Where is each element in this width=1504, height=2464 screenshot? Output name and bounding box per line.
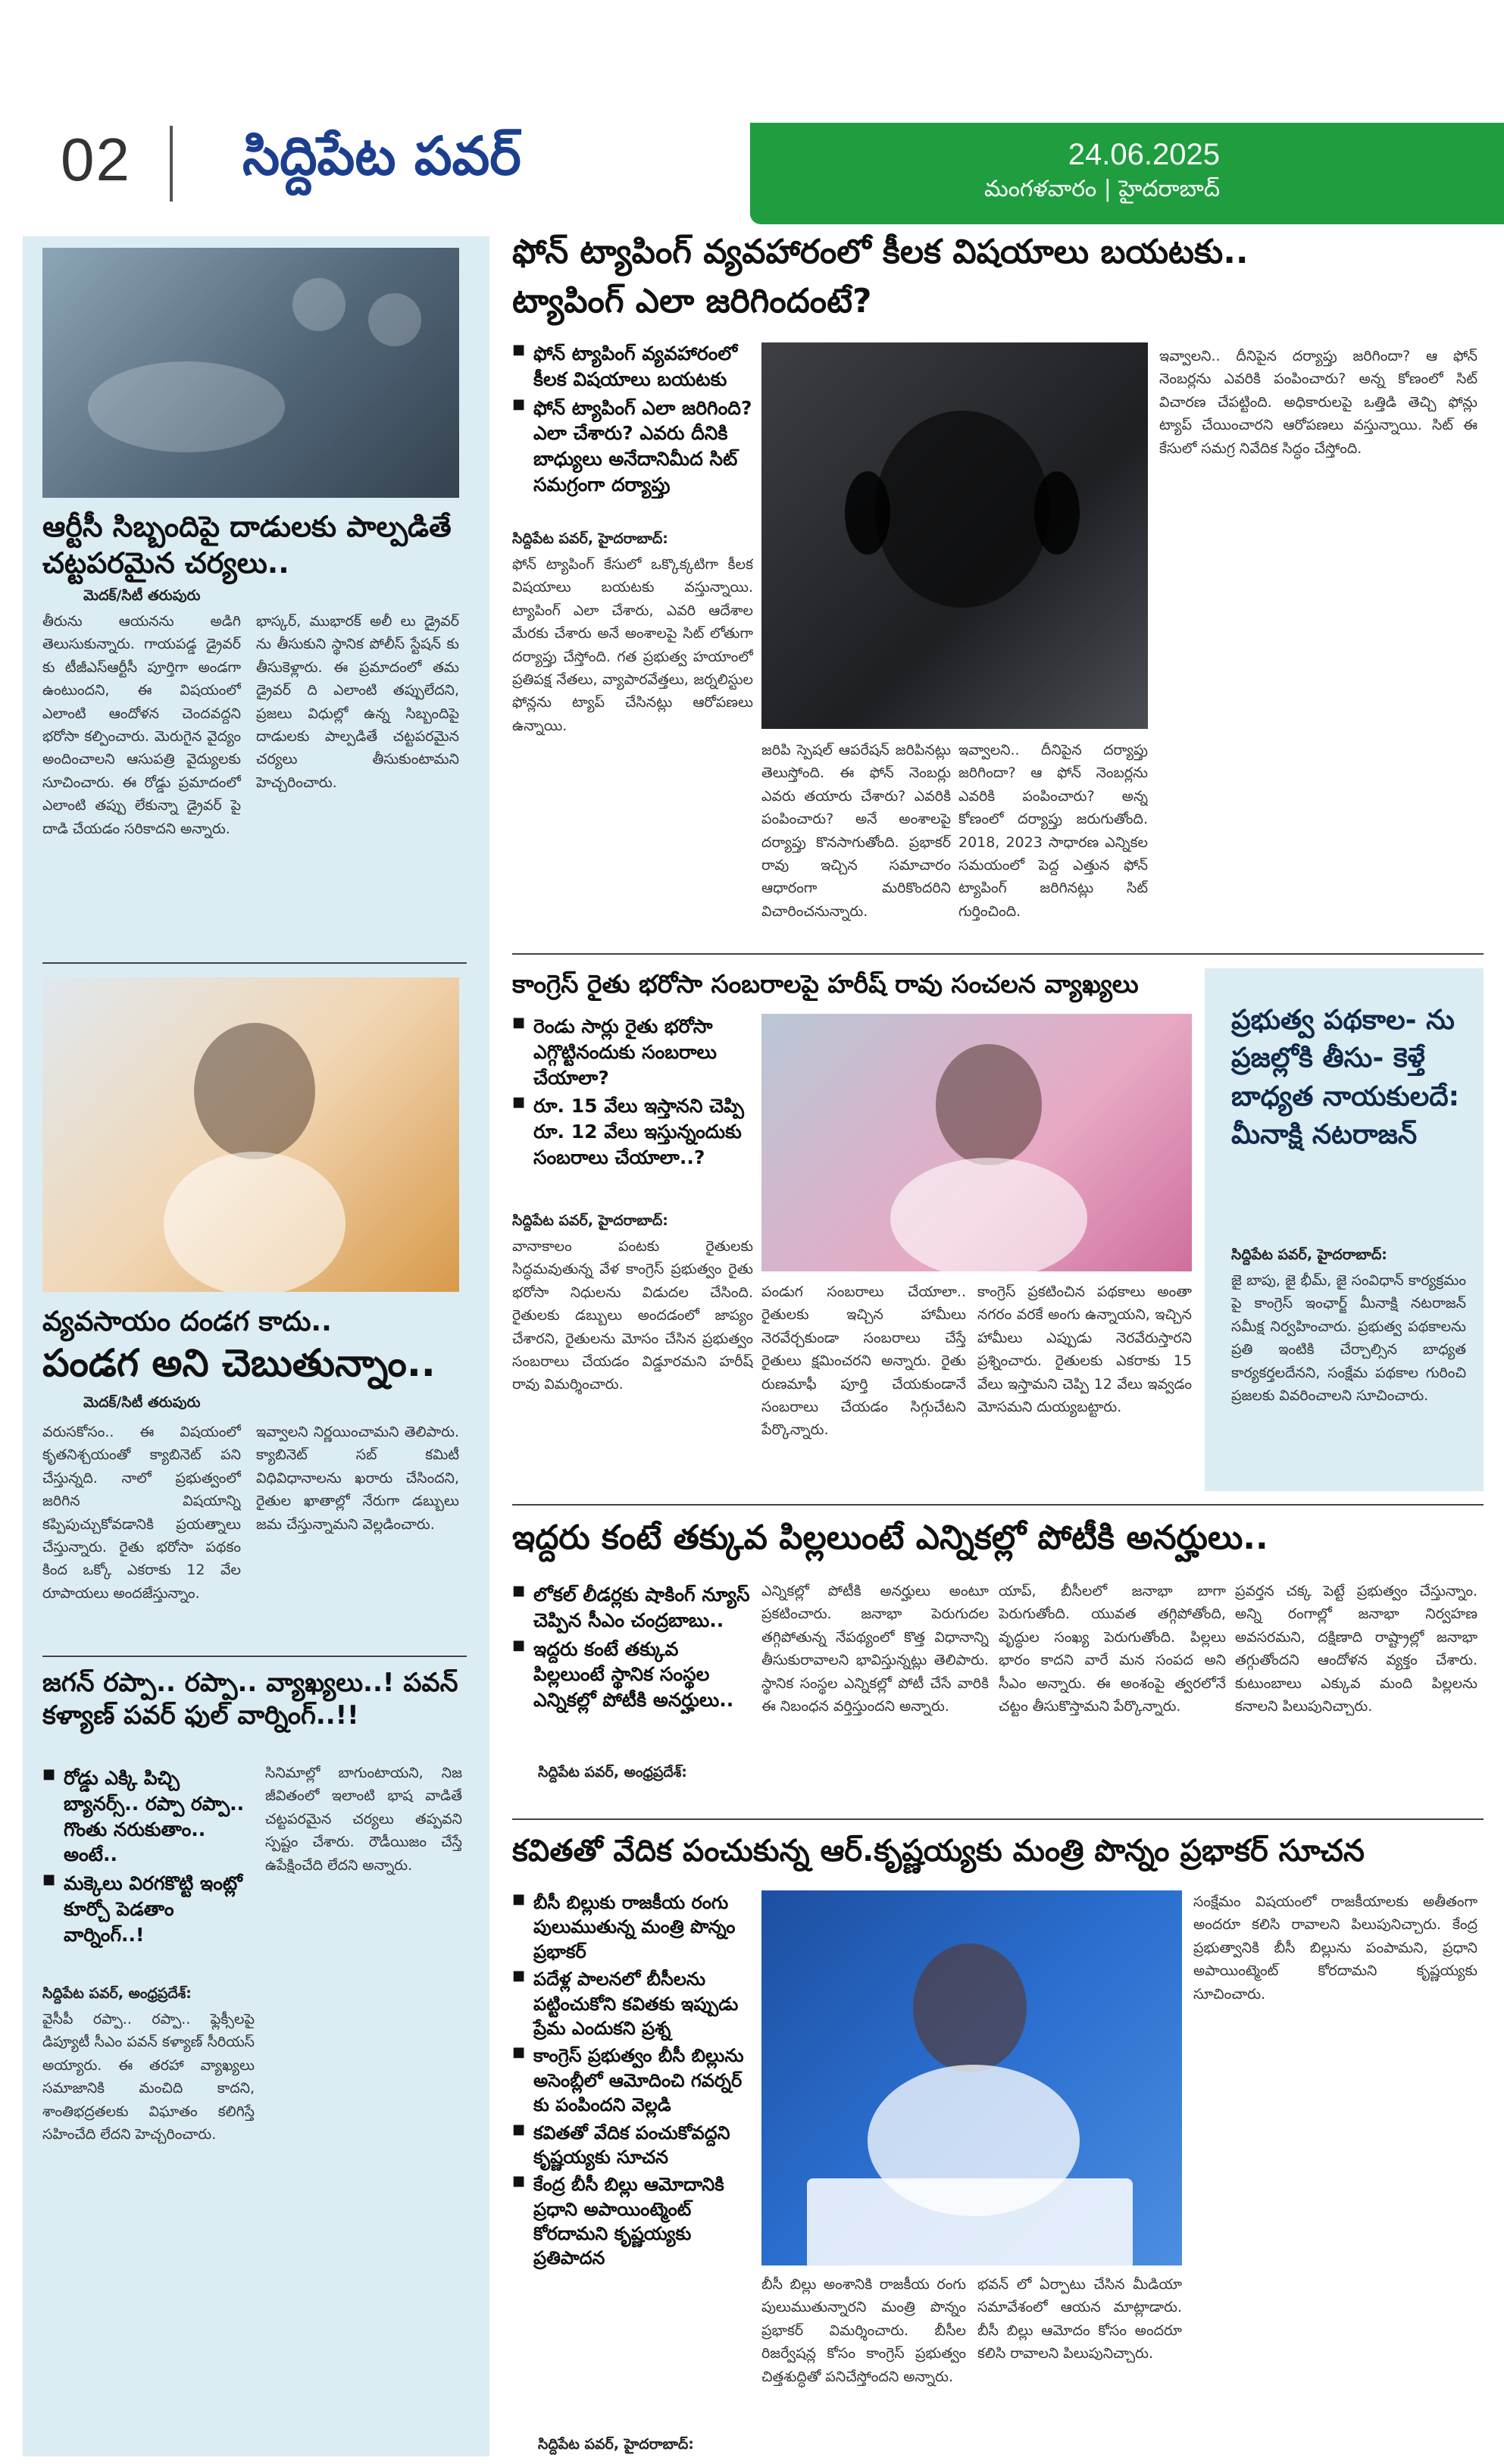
left-story1-headline: ఆర్టీసీ సిబ్బందిపై దాడులకు పాల్పడితే చట్టపరమైన చర్యలు.. bbox=[42, 510, 452, 580]
issue-date: 24.06.2025 bbox=[1068, 138, 1220, 171]
bullet-item: ■ లోకల్ లీడర్లకు షాకింగ్ న్యూస్ చెప్పిన సీఎం చంద్రబాబు.. bbox=[512, 1582, 753, 1634]
main-divider-2 bbox=[512, 1504, 1484, 1506]
main-story1-headline-line2: ట్యాపింగ్ ఎలా జరిగిందంటే? bbox=[512, 282, 872, 321]
main-story1-headline-line1: ఫోన్ ట్యాపింగ్ వ్యవహారంలో కీలక విషయాలు బయటకు.. bbox=[512, 233, 1249, 271]
main-story4-col1: బీసీ బిల్లు అంశానికి రాజకీయ రంగు పులుముతున్నారని మంత్రి పొన్నం ప్రభాకర్ విమర్శించారు. బీసీల రిజర్వేషన్ల కోసం కాంగ్రెస్ ప్రభుత్వం చిత్తశుద్ధితో పనిచేస్తోందని అన్నారు. bbox=[761, 2276, 966, 2385]
main-divider-3 bbox=[512, 1818, 1484, 1820]
left-divider-1 bbox=[42, 962, 467, 964]
left-story3-col2: సినిమాల్లో బాగుంటాయని, నిజ జీవితంలో ఇలాంటి భాష వాడితే చట్టపరమైన చర్యలు తప్పవని స్పష్టం చేశారు. రౌడీయిజం చేస్తే ఉపేక్షించేది లేదని అన్నారు. bbox=[265, 1765, 462, 1874]
left-divider-2 bbox=[42, 1656, 467, 1657]
main-story2-col2: పండుగ సంబరాలు చేయాలా.. రైతులకు ఇచ్చిన హామీలు నెరవేర్చకుండా సంబరాలు చేస్తే రైతులు క్షమించరని అన్నారు. రైతు రుణమాఫీ పూర్తి చేయకుండానే సంబరాలు చేయడం సిగ్గుచేటని పేర్కొన్నారు. bbox=[761, 1284, 966, 1439]
left-story3-headline: జగన్ రప్పా.. రప్పా.. వ్యాఖ్యలు..! పవన్ కళ్యాణ్ పవర్ ఫుల్ వార్నింగ్..!! bbox=[42, 1668, 458, 1731]
bullet-item: ■ రోడ్డు ఎక్కి పిచ్చి బ్యానర్స్.. రప్పా రప్పా.. గొంతు నరుకుతాం.. అంటే.. bbox=[42, 1765, 255, 1868]
main-story1-col2: జరిపి స్పెషల్ ఆపరేషన్ జరిపినట్లు తెలుస్తోంది. ఈ ఫోన్ నెంబర్లు ఎవరు తయారు చేశారు? ఎవరికి పంపించారు? అనే అంశాలపై దర్యాప్తు కొనసాగుతోంది. ప్రభాకర్ రావు ఇచ్చిన సమాచారం ఆధారంగా మరికొందరిని విచారించనున్నారు. bbox=[761, 742, 951, 920]
main-story2-col1: వానాకాలం పంటకు రైతులకు సిద్ధమవుతున్న వేళ కాంగ్రెస్ ప్రభుత్వం రైతు భరోసా నిధులను విడుదల చేసింది. రైతులకు డబ్బులు అందడంలో జాప్యం చేశారని, రైతులను మోసం చేసిన ప్రభుత్వం సంబరాలు చేయడం విడ్డూరమని హరీష్ రావు విమర్శించారు. bbox=[512, 1238, 753, 1393]
main-story1-bullets bbox=[512, 341, 762, 501]
left-story2-byline: మెదక్/సిటీ తరుపురు bbox=[83, 1394, 201, 1411]
issue-day-place: మంగళవారం | హైదరాబాద్ bbox=[983, 176, 1220, 202]
bullet-item: ■ ఫోన్ ట్యాపింగ్ ఎలా జరిగింది? ఎలా చేశారు? ఎవరు దీనికి బాధ్యులు అనేదానిమీద సిట్ సమగ్రంగా దర్యాప్తు bbox=[512, 396, 762, 498]
main-story3-col2: యాప్, బీసీలలో జనాభా బాగా పెరుగుతోంది. యువత తగ్గిపోతోంది, వృద్ధుల సంఖ్య పెరుగుతోంది. పిల్లలు భారం కాదని వారే మన సంపద అని సీఎం అన్నారు. ఈ అంశంపై త్వరలోనే చట్టం తీసుకొస్తామని పేర్కొన్నారు. bbox=[999, 1583, 1226, 1715]
minister-speaking-photo bbox=[42, 977, 459, 1292]
main-story4-bullets bbox=[512, 1890, 753, 2274]
main-story3-bullets bbox=[512, 1582, 753, 1716]
main-story4-col2: భవన్ లో ఏర్పాటు చేసిన మీడియా సమావేశంలో ఆయన మాట్లాడారు. బీసీ బిల్లు ఆమోదం కోసం అందరూ కలిసి రావాలని పిలుపునిచ్చారు. bbox=[977, 2276, 1182, 2362]
main-story3-byline: సిద్దిపేట పవర్, అంధ్రప్రదేశ్: bbox=[538, 1764, 687, 1781]
main-story3-col1: ఎన్నికల్లో పోటీకి అనర్హులు అంటూ ప్రకటించారు. జనాభా పెరుగుదల తగ్గిపోతున్న నేపథ్యంలో కొత్త విధానాన్ని తీసుకురావాలని భావిస్తున్నట్లు తెలిపారు. స్థానిక సంస్థల ఎన్నికల్లో పోటీ చేసే వారికి ఈ నిబంధన వర్తిస్తుందని అన్నారు. bbox=[761, 1583, 989, 1715]
left-story1-col2: భాస్కర్, ముభారక్ అలీ లు డ్రైవర్ ను తీసుకుని స్థానిక పోలీస్ స్టేషన్ కు తీసుకెళ్లారు. ఈ ప్రమాదంలో తమ డ్రైవర్ ది ఎలాంటి తప్పులేదని, ప్రజలు విధుల్లో ఉన్న సిబ్బందిపై దాడులకు పాల్పడితే చట్టపరమైన చర్యలు తీసుకుంటామని హెచ్చరించారు. bbox=[256, 613, 459, 791]
main-story2-headline: కాంగ్రెస్ రైతు భరోసా సంబరాలపై హరీష్ రావు సంచలన వ్యాఖ్యలు bbox=[512, 969, 1139, 999]
harish-rao-speaking-photo bbox=[761, 1014, 1192, 1271]
left-story3-col1: వైసీపీ రప్పా.. రప్పా.. ఫ్లెక్సీలపై డిప్యూటీ సీఎం పవన్ కళ్యాణ్ సీరియస్ అయ్యారు. ఈ తరహా వ్యాఖ్యలు సమాజానికి మంచిది కాదని, శాంతిభద్రతలకు విఘాతం కలిగిస్తే సహించేది లేదని హెచ్చరించారు. bbox=[42, 2011, 255, 2143]
main-story3-headline: ఇద్దరు కంటే తక్కువ పిల్లలుంటే ఎన్నికల్లో పోటీకి అనర్హులు.. bbox=[512, 1518, 1268, 1557]
box-byline: సిద్దిపేట పవర్, హైదరాబాద్: bbox=[1231, 1246, 1387, 1263]
bullet-item: ■ కేంద్ర బీసీ బిల్లు ఆమోదానికి ప్రధాని అపాయింట్మెంట్ కోరదామని కృష్ణయ్యకు ప్రతిపాదన bbox=[512, 2172, 753, 2271]
bullet-item: ■ రెండు సార్లు రైతు భరోసా ఎగ్గొట్టినందుకు సంబరాలు చేయాలా? bbox=[512, 1014, 753, 1090]
bullet-item: ■ పదేళ్ల పాలనలో బీసీలను పట్టించుకోని కవితకు ఇప్పుడు ప్రేమ ఎందుకని ప్రశ్న bbox=[512, 1967, 753, 2040]
left-story2-col1: వరుసకోసం.. ఈ విషయంలో కృతనిశ్చయంతో క్యాబినెట్ పని చేస్తున్నది. నాలో ప్రభుత్వంలో జరిగిన విషయాన్ని కప్పిపుచ్చుకోవడానికి ప్రయత్నాలు చేస్తున్నారు. రైతు భరోసా పథకం కింద ఒక్కో ఎకరాకు 12 వేల రూపాయలు అందజేస్తున్నాం. bbox=[42, 1424, 241, 1602]
phone-tapping-headphones-photo bbox=[761, 342, 1148, 729]
main-story2-byline: సిద్దిపేట పవర్, హైదరాబాద్: bbox=[512, 1212, 668, 1229]
main-story4-col3: సంక్షేమం విషయంలో రాజకీయాలకు అతీతంగా అందరూ కలిసి రావాలని పిలుపునిచ్చారు. కేంద్ర ప్రభుత్వానికి బీసీ బిల్లును పంపామని, ప్రధాని అపాయింట్మెంట్ కోరదామని కృష్ణయ్యకు సూచించారు. bbox=[1193, 1893, 1477, 2003]
main-story4-byline: సిద్దిపేట పవర్, హైదరాబాద్: bbox=[538, 2436, 694, 2453]
main-story1-byline: సిద్దిపేట పవర్, హైదరాబాద్: bbox=[512, 530, 668, 547]
bullet-item: ■ కవితతో వేదిక పంచుకోవద్దని కృష్ణయ్యకు సూచన bbox=[512, 2121, 753, 2170]
bullet-item: ■ కాంగ్రెస్ ప్రభుత్వం బీసీ బిల్లును అసెంబ్లీలో ఆమోదించి గవర్నర్ కు పంపిందని వెల్లడి bbox=[512, 2043, 753, 2117]
page-number: 02 bbox=[61, 126, 131, 193]
left-story1-col1: తీరును ఆయనను అడిగి తెలుసుకున్నారు. గాయపడ్డ డ్రైవర్ కు టీజీఎస్ఆర్టీసీ పూర్తిగా అండగా ఉంటుందని, ఈ విషయంలో ఎలాంటి ఆందోళన చెందవద్దని భరోసా కల్పించారు. మెరుగైన వైద్యం అందించాలని ఆసుపత్రి వైద్యులకు సూచించారు. ఈ రోడ్డు ప్రమాదంలో ఎలాంటి తప్పు లేకున్నా డ్రైవర్ పై దాడి చేయడం సరికాదని అన్నారు. bbox=[42, 613, 241, 837]
main-story2-bullets bbox=[512, 1014, 753, 1174]
box-body: జై బాపు, జై భీమ్, జై సంవిధాన్ కార్యక్రమం పై కాంగ్రెస్ ఇంఛార్జ్ మీనాక్షి నటరాజన్ సమీక్ష నిర్వహించారు. ప్రభుత్వ పథకాలను ప్రతి ఇంటికి చేర్చాల్సిన బాధ్యత కార్యకర్తలదేనని, సంక్షేమ పథకాల గురించి ప్రజలకు వివరించాలని సూచించారు. bbox=[1231, 1272, 1466, 1404]
bullet-item: ■ ఫోన్ ట్యాపింగ్ వ్యవహారంలో కీలక విషయాలు బయటకు bbox=[512, 341, 762, 392]
left-story2-col2: ఇవ్వాలని నిర్ణయించామని తెలిపారు. క్యాబినెట్ సబ్ కమిటీ విధివిధానాలను ఖరారు చేసిందని, రైతుల ఖాతాల్లో నేరుగా డబ్బులు జమ చేస్తున్నామని వెల్లడించారు. bbox=[256, 1424, 459, 1533]
header-divider bbox=[170, 126, 173, 202]
left-story3-byline: సిద్దిపేట పవర్, అంధ్రప్రదేశ్: bbox=[42, 1985, 192, 2002]
main-story1-col4: ఇవ్వాలని.. దీనిపైన దర్యాప్తు జరిగిందా? ఆ ఫోన్ నెంబర్లను ఎవరికి పంపించారు? అన్న కోణంలో సిట్ విచారణ చేపట్టింది. అధికారులపై ఒత్తిడి తెచ్చి ఫోన్లు ట్యాప్ చేయించారని ఆరోపణలు వస్తున్నాయి. సిట్ ఈ కేసులో సమగ్ర నివేదిక సిద్ధం చేస్తోంది. bbox=[1159, 348, 1477, 457]
newspaper-masthead: సిద్దిపేట పవర్ bbox=[242, 125, 521, 187]
left-story2-headline-line2: పండగ అని చెబుతున్నాం.. bbox=[42, 1341, 436, 1385]
bullet-item: ■ బీసీ బిల్లుకు రాజకీయ రంగు పులుముతున్న మంత్రి పొన్నం ప్రభాకర్ bbox=[512, 1890, 753, 1964]
main-story1-col1: ఫోన్ ట్యాపింగ్ కేసులో ఒక్కొక్కటిగా కీలక విషయాలు బయటకు వస్తున్నాయి. ట్యాపింగ్ ఎలా చేశారు, ఎవరి ఆదేశాల మేరకు చేశారు అనే అంశాలపై సిట్ లోతుగా దర్యాప్తు చేస్తోంది. గత ప్రభుత్వ హయాంలో ప్రతిపక్ష నేతలు, వ్యాపారవేత్తలు, జర్నలిస్టుల ఫోన్లను ట్యాప్ చేసినట్లు ఆరోపణలు ఉన్నాయి. bbox=[512, 556, 753, 734]
bullet-item: ■ ఇద్దరు కంటే తక్కువ పిల్లలుంటే స్థానిక సంస్థల ఎన్నికల్లో పోటీకి అనర్హులు.. bbox=[512, 1637, 753, 1713]
left-story3-bullets bbox=[42, 1765, 255, 1950]
main-story2-col3: కాంగ్రెస్ ప్రకటించిన పథకాలు అంతా నగరం వరకే అంగు ఉన్నాయని, ఇచ్చిన హామీలు ఎప్పుడు నెరవేరుస్తారని ప్రశ్నించారు. రైతులకు ఎకరాకు 15 వేలు ఇస్తామని చెప్పి 12 వేలు ఇవ్వడం మోసమని దుయ్యబట్టారు. bbox=[977, 1284, 1192, 1415]
main-story4-headline: కవితతో వేదిక పంచుకున్న ఆర్.కృష్ణయ్యకు మంత్రి పొన్నం ప్రభాకర్ సూచన bbox=[512, 1834, 1365, 1868]
left-story1-byline: మెదక్/సిటీ తరుపురు bbox=[83, 587, 201, 604]
bullet-item: ■ రూ. 15 వేలు ఇస్తానని చెప్పి రూ. 12 వేలు ఇస్తున్నందుకు సంబరాలు చేయాలా..? bbox=[512, 1093, 753, 1170]
bullet-item: ■ మక్కెలు విరగకొట్టి ఇంట్లో కూర్చో పెడతాం వార్నింగ్..! bbox=[42, 1871, 255, 1947]
main-divider-1 bbox=[512, 953, 1484, 955]
hospital-visit-photo bbox=[42, 248, 459, 498]
main-story3-col3: ప్రవర్తన చక్క పెట్టే ప్రభుత్వం చేస్తున్నాం. అన్ని రంగాల్లో జనాభా నిర్వహణ అవసరమని, దక్షిణాది రాష్ట్రాల్లో జనాభా తగ్గుతోందని ఆందోళన వ్యక్తం చేశారు. కుటుంబాలు ఎక్కువ మంది పిల్లలను కనాలని పిలుపునిచ్చారు. bbox=[1235, 1583, 1477, 1715]
left-story2-headline-line1: వ్యవసాయం దండగ కాదు.. bbox=[42, 1306, 332, 1337]
main-story1-col3: ఇవ్వాలని.. దీనిపైన దర్యాప్తు జరిగిందా? ఆ ఫోన్ నెంబర్లను ఎవరికి పంపించారు? అన్న కోణంలో దర్యాప్తు జరుగుతోంది. 2018, 2023 సాధారణ ఎన్నికల సమయంలో పెద్ద ఎత్తున ఫోన్ ట్యాపింగ్ జరిగినట్లు సిట్ గుర్తించింది. bbox=[958, 742, 1148, 920]
box-headline: ప్రభుత్వ పథకాల- ను ప్రజల్లోకి తీసు- కెళ్తే బాధ్యత నాయకులదే: మీనాక్షి నటరాజన్ bbox=[1231, 1005, 1460, 1151]
ponnam-prabhakar-press-photo bbox=[761, 1890, 1182, 2265]
